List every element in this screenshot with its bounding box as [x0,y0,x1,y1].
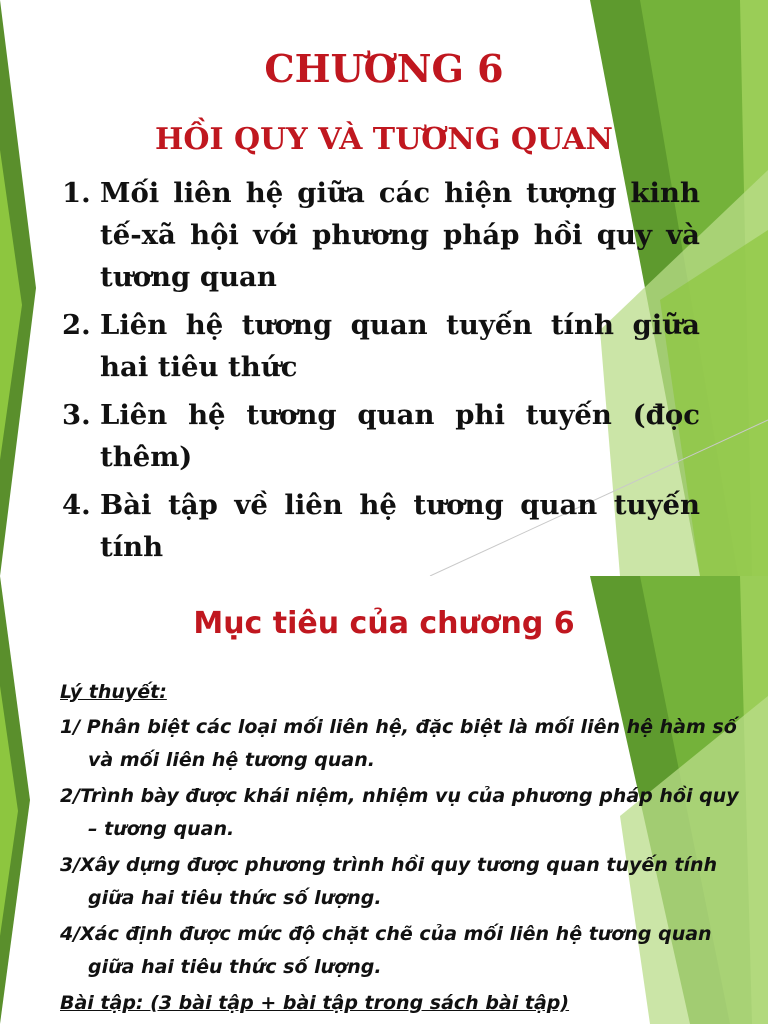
objective-item: 1/ Phân biệt các loại mối liên hệ, đặc biệt là mối liên hệ hàm số và mối liên hệ tương quan. [60,716,737,771]
slide-2 [0,576,768,1024]
outline-number: 2. [62,309,91,341]
objective-item: 4/Xác định được mức độ chặt chẽ của mối liên hệ tương quan giữa hai tiêu thức số lượng. [60,923,712,978]
chapter-title: CHƯƠNG 6 [264,46,504,91]
outline-number: 4. [62,489,91,521]
outline-text: Liên hệ tương quan phi tuyến (đọc thêm) [100,399,700,473]
outline-text: Bài tập về liên hệ tương quan tuyến tính [100,489,700,563]
outline-item [62,172,700,298]
outline-item [62,394,700,478]
outline-number: 3. [62,399,91,431]
outline-number: 1. [62,177,91,209]
outline-item [62,484,700,568]
outline-text: Liên hệ tương quan tuyến tính giữa hai tiêu thức [100,309,700,383]
theory-heading: Lý thuyết: [60,681,167,703]
chapter-outline-list [62,172,700,574]
chapter-subtitle: HỒI QUY VÀ TƯƠNG QUAN [155,122,613,157]
objective-item: 2/Trình bày được khái niệm, nhiệm vụ của phương pháp hồi quy – tương quan. [60,785,739,840]
objectives-title: Mục tiêu của chương 6 [193,606,575,641]
objectives-body [60,676,740,1022]
exercise-line: Bài tập: (3 bài tập + bài tập trong sách bài tập) [60,992,570,1014]
objective-item: 3/Xây dựng được phương trình hồi quy tương quan tuyến tính giữa hai tiêu thức số lượng. [60,854,718,909]
outline-text: Mối liên hệ giữa các hiện tượng kinh tế-xã hội với phương pháp hồi quy và tương quan [100,177,700,293]
outline-item [62,304,700,388]
